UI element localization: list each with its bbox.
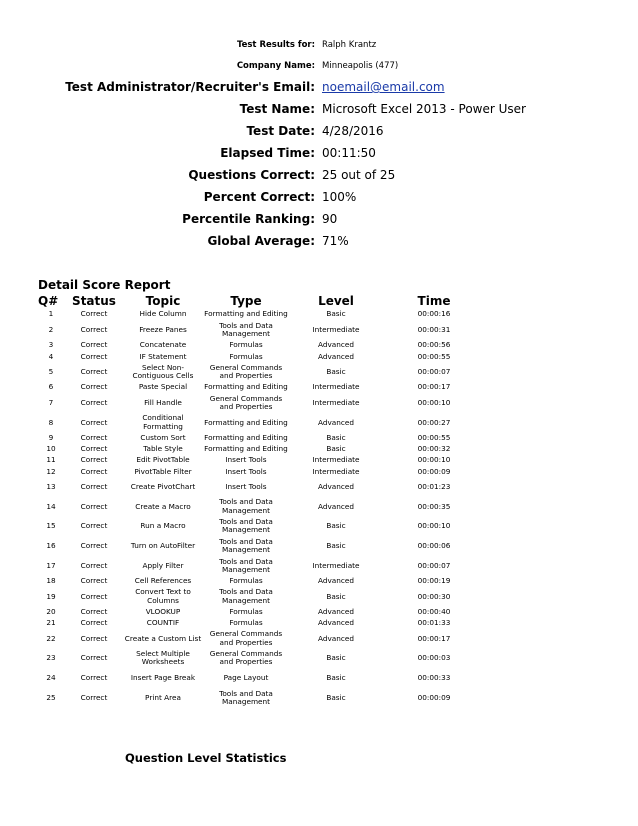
info-value: 90 <box>322 212 338 226</box>
cell-status: Correct <box>80 309 108 319</box>
cell-q: 11 <box>46 455 56 465</box>
cell-time: 00:00:03 <box>417 653 451 663</box>
cell-type: Formulas <box>229 351 263 361</box>
cell-type: Formulas <box>229 607 263 616</box>
cell-q: 25 <box>46 692 56 702</box>
cell-topic: PivotTable Filter <box>134 466 192 476</box>
cell-topic: Cell References <box>134 576 192 586</box>
cell-type: Formulas <box>229 618 263 628</box>
cell-topic: Fill Handle <box>144 397 182 407</box>
cell-status: Correct <box>80 466 108 476</box>
info-value: 00:11:50 <box>322 146 376 160</box>
cell-topic: Custom Sort <box>140 432 186 442</box>
table-header-row <box>38 293 486 309</box>
cell-topic: Concatenate <box>139 340 187 350</box>
test-summary <box>0 36 638 254</box>
column-header-level: Level <box>318 294 354 308</box>
cell-time: 00:00:35 <box>417 501 451 511</box>
cell-status: Correct <box>80 366 108 376</box>
cell-time: 00:00:17 <box>417 382 451 392</box>
cell-time: 00:00:55 <box>417 351 451 361</box>
cell-time: 00:00:06 <box>417 541 451 550</box>
cell-type: Formulas <box>229 340 263 350</box>
cell-level: Advanced <box>317 576 355 586</box>
cell-level: Intermediate <box>312 560 360 570</box>
cell-time: 00:00:30 <box>417 591 451 601</box>
info-row-global-average <box>0 232 638 254</box>
info-row-test-name <box>0 100 638 122</box>
column-header-time: Time <box>417 294 451 308</box>
info-label: Questions Correct: <box>188 168 315 182</box>
cell-q: 14 <box>46 501 56 511</box>
cell-type: Insert Tools <box>225 455 267 465</box>
cell-topic: Run a Macro <box>140 521 186 531</box>
cell-level: Advanced <box>317 618 355 628</box>
cell-topic: Create PivotChart <box>130 481 196 491</box>
cell-level: Advanced <box>317 417 355 427</box>
info-row-percent-correct <box>0 188 638 210</box>
cell-topic: Create a Macro <box>135 501 191 511</box>
table-row <box>38 320 486 340</box>
cell-time: 00:00:33 <box>417 673 451 682</box>
table-row <box>38 309 486 320</box>
cell-topic: Table Style <box>143 444 183 454</box>
cell-type: Tools and Data Management <box>219 497 273 515</box>
info-label: Test Administrator/Recruiter's Email: <box>65 80 315 94</box>
cell-topic: COUNTIF <box>146 618 180 628</box>
cell-topic: Edit PivotTable <box>136 455 190 465</box>
cell-type: Tools and Data Management <box>219 517 273 535</box>
cell-status: Correct <box>80 417 108 427</box>
table-row <box>38 668 486 688</box>
cell-type: Tools and Data Management <box>219 587 273 605</box>
cell-type: General Commands and Properties <box>209 362 283 381</box>
detail-score-table <box>38 293 486 708</box>
cell-level: Basic <box>326 692 346 702</box>
info-label: Elapsed Time: <box>220 146 315 160</box>
table-row <box>38 587 486 607</box>
cell-topic: Paste Special <box>138 382 188 392</box>
cell-topic: Apply Filter <box>142 560 184 570</box>
table-row <box>38 444 486 455</box>
cell-level: Advanced <box>317 633 355 643</box>
cell-q: 7 <box>48 397 54 407</box>
cell-status: Correct <box>80 481 108 491</box>
info-row-company-name <box>0 57 638 78</box>
cell-type: Page Layout <box>223 673 269 682</box>
table-row <box>38 556 486 576</box>
cell-level: Basic <box>326 444 346 454</box>
table-row <box>38 649 486 669</box>
cell-q: 18 <box>46 576 56 586</box>
cell-time: 00:00:32 <box>417 444 451 454</box>
cell-topic: IF Statement <box>139 351 187 361</box>
cell-status: Correct <box>80 692 108 702</box>
cell-status: Correct <box>80 382 108 392</box>
info-value: Minneapolis (477) <box>322 61 399 71</box>
cell-status: Correct <box>80 591 108 601</box>
info-row-percentile-ranking <box>0 210 638 232</box>
cell-status: Correct <box>80 653 108 663</box>
table-row <box>38 618 486 629</box>
info-label: Percentile Ranking: <box>182 212 315 226</box>
info-value: 4/28/2016 <box>322 124 384 138</box>
cell-type: Insert Tools <box>225 466 267 476</box>
table-row <box>38 433 486 444</box>
cell-q: 24 <box>46 673 56 682</box>
cell-topic: Insert Page Break <box>130 673 196 682</box>
info-value: 25 out of 25 <box>322 168 396 182</box>
cell-q: 20 <box>46 607 56 616</box>
cell-status: Correct <box>80 340 108 350</box>
cell-q: 16 <box>46 541 56 550</box>
table-row <box>38 688 486 708</box>
table-row <box>38 576 486 587</box>
cell-level: Intermediate <box>312 382 360 392</box>
cell-topic: Create a Custom List <box>124 633 202 643</box>
cell-time: 00:00:27 <box>417 417 451 427</box>
table-row <box>38 607 486 618</box>
cell-q: 15 <box>46 521 56 531</box>
cell-status: Correct <box>80 432 108 442</box>
table-row <box>38 455 486 466</box>
cell-level: Basic <box>326 366 346 376</box>
question-level-statistics-title: Question Level Statistics <box>125 751 287 765</box>
cell-status: Correct <box>80 576 108 586</box>
cell-level: Basic <box>326 591 346 601</box>
column-header-status: Status <box>72 294 116 308</box>
cell-topic: Freeze Panes <box>139 324 187 334</box>
cell-topic: Hide Column <box>139 309 187 319</box>
cell-status: Correct <box>80 633 108 643</box>
cell-level: Basic <box>326 521 346 531</box>
cell-time: 00:00:56 <box>417 340 451 350</box>
cell-time: 00:00:40 <box>417 607 451 616</box>
cell-q: 10 <box>46 444 56 454</box>
admin-email-link[interactable]: noemail@email.com <box>322 80 445 94</box>
cell-level: Basic <box>326 673 346 682</box>
cell-q: 19 <box>46 591 56 601</box>
cell-time: 00:00:19 <box>417 576 451 586</box>
column-header-q: Q# <box>38 294 59 308</box>
info-value: 100% <box>322 190 357 204</box>
cell-type: Tools and Data Management <box>219 536 273 555</box>
cell-time: 00:00:16 <box>417 309 451 319</box>
cell-time: 00:00:09 <box>417 466 451 476</box>
cell-level: Advanced <box>317 607 355 616</box>
cell-level: Basic <box>326 541 346 550</box>
cell-status: Correct <box>80 673 108 682</box>
table-row <box>38 536 486 556</box>
cell-type: Formatting and Editing <box>204 444 288 454</box>
cell-topic: VLOOKUP <box>145 607 181 616</box>
cell-topic: Conditional Formatting <box>142 413 184 431</box>
cell-topic: Turn on AutoFilter <box>130 541 196 550</box>
cell-time: 00:00:10 <box>417 397 451 407</box>
cell-time: 00:01:23 <box>417 481 451 491</box>
cell-status: Correct <box>80 351 108 361</box>
cell-topic: Select Multiple Worksheets <box>136 649 190 667</box>
cell-time: 00:00:07 <box>417 560 451 570</box>
info-label: Global Average: <box>207 234 315 248</box>
cell-status: Correct <box>80 560 108 570</box>
cell-time: 00:00:09 <box>417 692 451 702</box>
cell-type: Formatting and Editing <box>204 309 288 319</box>
cell-topic: Convert Text to Columns <box>135 587 191 605</box>
cell-q: 12 <box>46 466 56 476</box>
table-row <box>38 382 486 393</box>
cell-level: Basic <box>326 432 346 442</box>
cell-time: 00:00:17 <box>417 633 451 643</box>
cell-level: Advanced <box>317 481 355 491</box>
cell-type: General Commands and Properties <box>209 649 283 667</box>
cell-q: 22 <box>46 633 56 643</box>
detail-score-report-title: Detail Score Report <box>38 278 171 292</box>
cell-status: Correct <box>80 618 108 628</box>
table-row <box>38 362 486 382</box>
cell-level: Advanced <box>317 340 355 350</box>
cell-level: Intermediate <box>312 466 360 476</box>
table-row <box>38 466 486 477</box>
cell-status: Correct <box>80 397 108 407</box>
cell-type: Formatting and Editing <box>204 382 288 392</box>
info-label: Test Date: <box>246 124 315 138</box>
info-label: Test Name: <box>239 102 315 116</box>
cell-level: Advanced <box>317 351 355 361</box>
info-label: Test Results for: <box>236 40 315 50</box>
cell-status: Correct <box>80 444 108 454</box>
cell-type: Tools and Data Management <box>219 556 273 574</box>
info-label: Company Name: <box>236 61 315 71</box>
cell-time: 00:00:31 <box>417 324 451 334</box>
table-row <box>38 351 486 362</box>
cell-q: 3 <box>48 340 54 350</box>
cell-status: Correct <box>80 324 108 334</box>
cell-status: Correct <box>80 501 108 511</box>
cell-q: 4 <box>48 351 54 361</box>
cell-q: 5 <box>48 366 54 376</box>
cell-type: Formulas <box>229 576 263 586</box>
table-row <box>38 340 486 351</box>
cell-type: General Commands and Properties <box>209 393 283 411</box>
cell-status: Correct <box>80 521 108 531</box>
cell-status: Correct <box>80 541 108 550</box>
cell-q: 13 <box>46 481 56 491</box>
table-row <box>38 413 486 433</box>
cell-time: 00:00:10 <box>417 455 451 465</box>
cell-status: Correct <box>80 607 108 616</box>
cell-level: Intermediate <box>312 324 360 334</box>
cell-level: Advanced <box>317 501 355 511</box>
table-row <box>38 629 486 649</box>
cell-time: 00:01:33 <box>417 618 451 628</box>
cell-level: Intermediate <box>312 397 360 407</box>
cell-topic: Print Area <box>145 692 181 702</box>
cell-type: Formatting and Editing <box>204 417 288 427</box>
cell-time: 00:00:07 <box>417 366 451 376</box>
cell-q: 23 <box>46 653 56 663</box>
cell-type: Insert Tools <box>225 481 267 491</box>
cell-time: 00:00:10 <box>417 521 451 531</box>
cell-level: Intermediate <box>312 455 360 465</box>
cell-q: 2 <box>48 324 54 334</box>
column-header-type: Type <box>230 294 262 308</box>
info-value: Ralph Krantz <box>322 40 377 50</box>
info-value: Microsoft Excel 2013 - Power User <box>322 102 526 116</box>
table-row <box>38 393 486 413</box>
table-row <box>38 477 486 497</box>
info-label: Percent Correct: <box>203 190 315 204</box>
info-row-test-results-for <box>0 36 638 57</box>
info-row-test-date <box>0 122 638 144</box>
cell-q: 17 <box>46 560 56 570</box>
cell-type: Tools and Data Management <box>219 688 273 706</box>
cell-time: 00:00:55 <box>417 432 451 442</box>
info-row-elapsed-time <box>0 144 638 166</box>
table-row <box>38 497 486 517</box>
cell-level: Basic <box>326 309 346 319</box>
column-header-topic: Topic <box>145 294 181 308</box>
info-value: 71% <box>322 234 349 248</box>
table-row <box>38 517 486 537</box>
cell-q: 1 <box>48 309 54 319</box>
cell-q: 21 <box>46 618 56 628</box>
cell-type: Tools and Data Management <box>219 320 273 339</box>
cell-q: 6 <box>48 382 54 392</box>
cell-topic: Select Non-Contiguous Cells <box>132 362 194 381</box>
cell-q: 9 <box>48 432 54 442</box>
info-row-admin-email <box>0 78 638 100</box>
cell-status: Correct <box>80 455 108 465</box>
cell-type: General Commands and Properties <box>209 629 283 647</box>
info-row-questions-correct <box>0 166 638 188</box>
cell-q: 8 <box>48 417 54 427</box>
cell-level: Basic <box>326 653 346 663</box>
cell-type: Formatting and Editing <box>204 432 288 442</box>
